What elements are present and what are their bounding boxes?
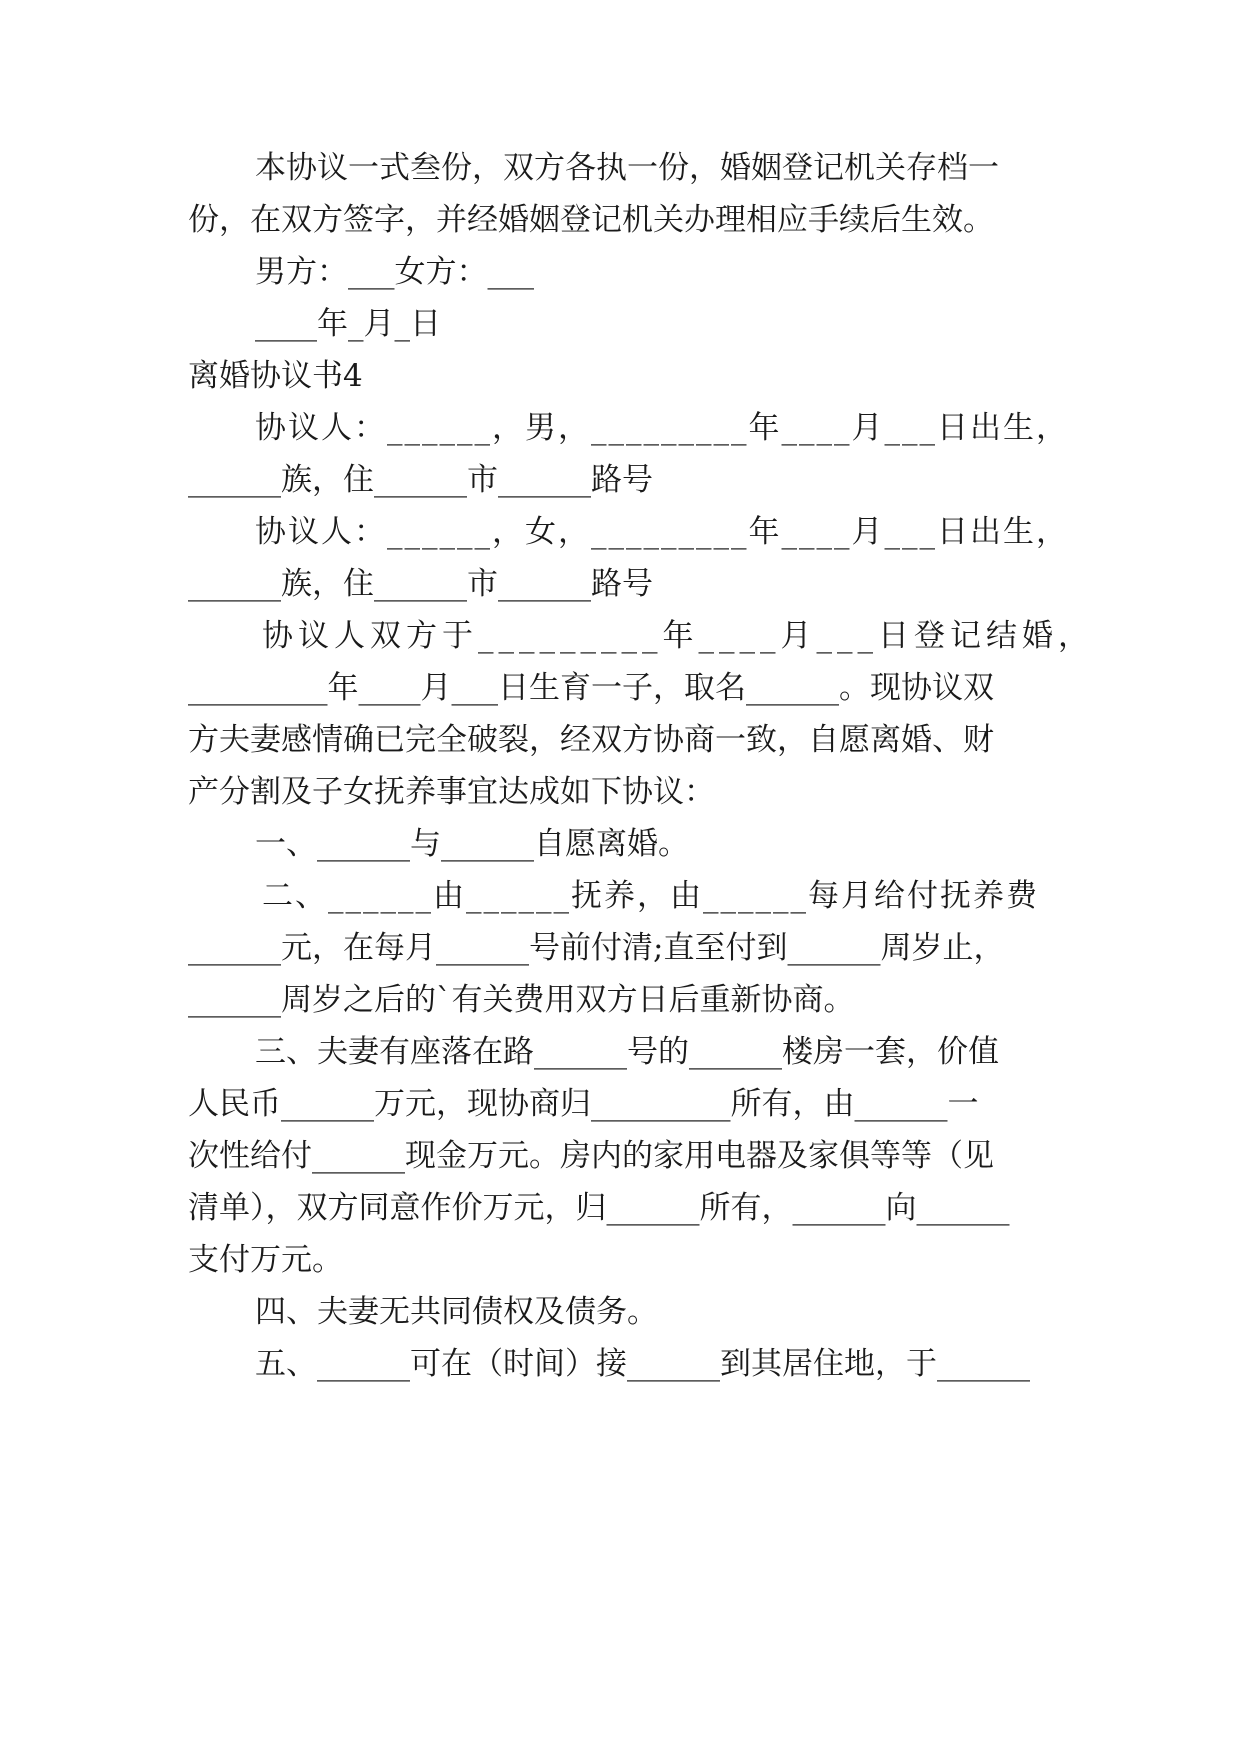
clause-3-line-1: 三、夫妻有座落在路______号的______楼房一套，价值	[255, 1034, 999, 1070]
clause-2-line-3: ______周岁之后的`有关费用双方日后重新协商。	[188, 982, 855, 1018]
clause-3-line-2: 人民币______万元，现协商归_________所有，由______一	[188, 1086, 979, 1122]
marriage-line: 协议人双方于_________年____月___日登记结婚，	[262, 618, 1094, 654]
clause-3-line-4: 清单），双方同意作价万元，归______所有，______向______	[188, 1190, 1010, 1226]
party-line-2: ______族，住______市______路号	[188, 462, 653, 498]
paragraph-line-12: 方夫妻感情确已完全破裂，经双方协商一致，自愿离婚、财	[188, 722, 994, 758]
clause-2-line-1: 二、______由______抚养，由______每月给付抚养费	[262, 878, 1039, 914]
paragraph-line-2: 份，在双方签字，并经婚姻登记机关办理相应手续后生效。	[188, 202, 994, 238]
party-line-4: ______族，住______市______路号	[188, 566, 653, 602]
paragraph-line-1: 本协议一式叁份，双方各执一份，婚姻登记机关存档一	[255, 150, 999, 186]
clause-5-line-1: 五、______可在（时间）接______到其居住地，于______	[255, 1346, 1030, 1382]
clause-1: 一、______与______自愿离婚。	[255, 826, 689, 862]
child-line: _________年____月___日生育一子，取名______。现协议双	[188, 670, 994, 706]
clause-2-line-2: ______元，在每月______号前付清;直至付到______周岁止，	[188, 930, 1005, 966]
clause-4: 四、夫妻无共同债权及债务。	[255, 1294, 658, 1330]
section-title: 离婚协议书4	[188, 358, 363, 394]
party-line-1: 协议人：______，男，_________年____月___日出生，	[255, 410, 1069, 446]
signature-line: 男方：___女方：___	[255, 254, 534, 290]
clause-3-line-5: 支付万元。	[188, 1242, 343, 1278]
date-line: ____年_月_日	[255, 306, 441, 342]
paragraph-line-13: 产分割及子女抚养事宜达成如下协议：	[188, 774, 715, 810]
party-line-3: 协议人：______，女，_________年____月___日出生，	[255, 514, 1069, 550]
clause-3-line-3: 次性给付______现金万元。房内的家用电器及家俱等等（见	[188, 1138, 994, 1174]
